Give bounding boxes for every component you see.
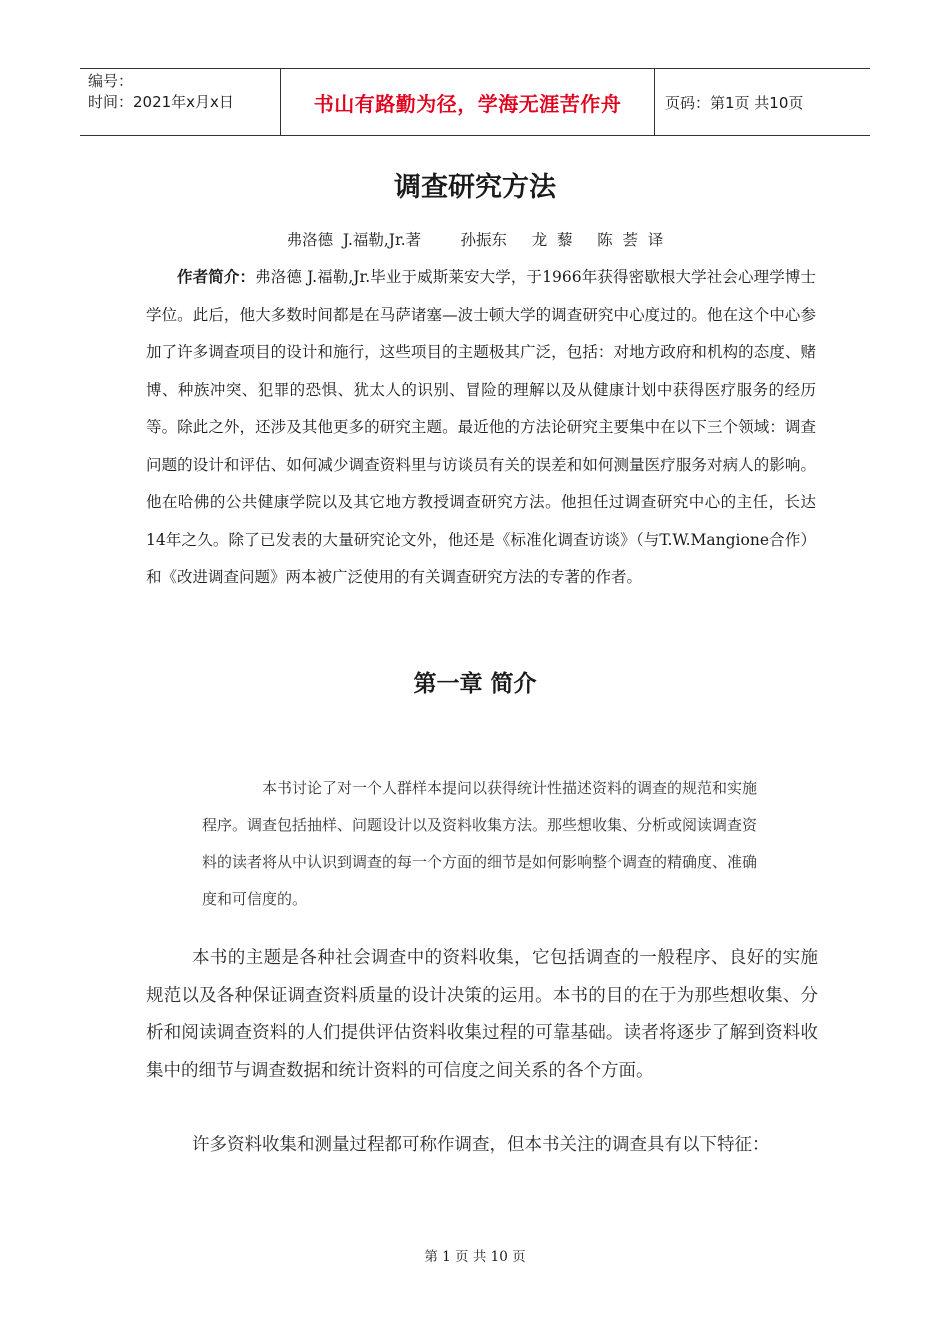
page-header [80, 68, 870, 136]
date-label: 时间：2021年x月x日 [88, 93, 234, 111]
chapter-abstract: 本书讨论了对一个人群样本提问以获得统计性描述资料的调查的规范和实施程序。调查包括抽样、问题设计以及资料收集方法。那些想收集、分析或阅读调查资料的读者将从中认识到调查的每一个方面的细节是如何影响整个调查的精确度、准确度和可信度的。 [202, 779, 758, 908]
bio-label: 作者简介： [177, 268, 256, 286]
document-title: 调查研究方法 [394, 172, 556, 203]
header-meta [80, 69, 281, 135]
bio-text: 弗洛德 J.福勒,Jr.毕业于威斯莱安大学，于1966年获得密歇根大学社会心理学博士学位。此后，他大多数时间都是在马萨诸塞—波士顿大学的调查研究中心度过的。他在这个中心参加了许多调查项目的设计和施行，这些项目的主题极其广泛，包括：对地方政府和机构的态度、赌博、种族冲突、犯罪的恐惧、犹太人的识别、冒险的理解以及从健康计划中获得医疗服务的经历等。除此之外，还涉及其他更多的研究主题。最近他的方法论研究主要集中在以下三个领域：调查问题的设计和评估、如何减少调查资料里与访谈员有关的误差和如何测量医疗服务对病人的影响。他在哈佛的公共健康学院以及其它地方教授调查研究方法。他担任过调查研究中心的主任，长达14年之久。除了已发表的大量研究论文外，他还是《标准化调查访谈》（与T.W.Mangione合作）和《改进调查问题》两本被广泛使用的有关调查研究方法的专著的作者。 [146, 268, 816, 586]
author-bio [146, 259, 816, 597]
author-line: 弗洛德 J.福勒,Jr.著 孙振东 龙 藜 陈 荟 译 [286, 231, 664, 249]
header-motto: 书山有路勤为径，学海无涯苦作舟 [281, 69, 655, 135]
body-paragraph-2: 许多资料收集和测量过程都可称作调查，但本书关注的调查具有以下特征： [192, 1135, 770, 1155]
header-page-info: 页码：第1页 共10页 [665, 93, 804, 112]
body-paragraph-1: 本书的主题是各种社会调查中的资料收集，它包括调查的一般程序、良好的实施规范以及各种保证调查资料质量的设计决策的运用。本书的目的在于为那些想收集、分析和阅读调查资料的人们提供评估资料收集过程的可靠基础。读者将逐步了解到资料收集中的细节与调查数据和统计资料的可信度之间关系的各个方面。 [146, 948, 818, 1081]
number-label: 编号： [88, 72, 134, 90]
chapter-title: 第一章 简介 [413, 671, 537, 697]
page-footer: 第 1 页 共 10 页 [424, 1249, 526, 1265]
